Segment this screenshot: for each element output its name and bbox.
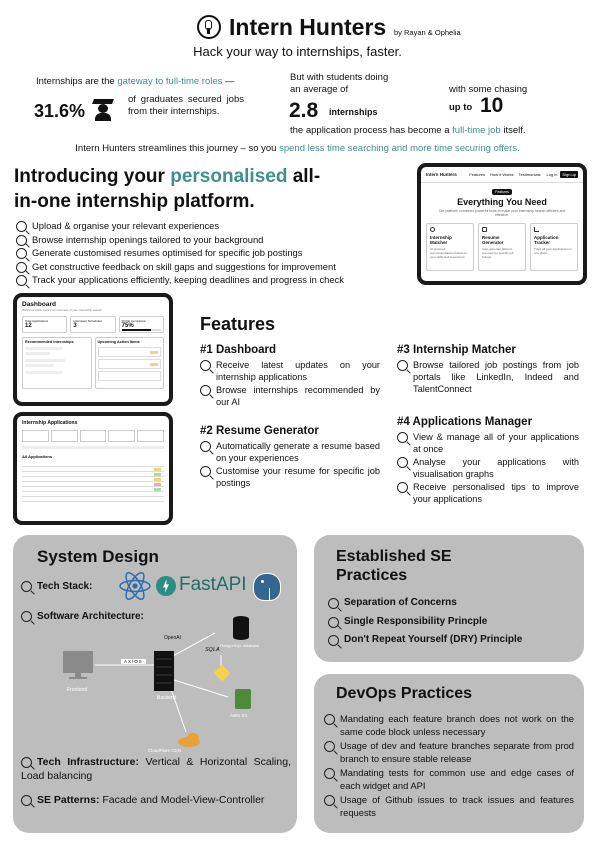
list-item: Get constructive feedback on skill gaps and suggestions for improvement [16, 261, 396, 274]
se-patterns: SE Patterns: Facade and Model-View-Controller [21, 793, 291, 807]
search-icon [200, 441, 211, 452]
search-icon [328, 598, 339, 609]
list-item: Automatically generate a resume based on your experiences [200, 440, 380, 464]
mock-nav-features: Features [469, 172, 486, 177]
upto-number: 10 [480, 94, 504, 117]
diagram-openai: OpenAI [164, 635, 181, 641]
search-icon [328, 635, 339, 646]
mock-card-title: Internship Matcher [430, 235, 452, 245]
list-item: Generate customised resumes optimised for specific job postings [16, 247, 396, 260]
search-icon [397, 482, 408, 493]
feature-resume-generator: #2 Resume Generator Automatically generate a resume based on your experiences Customise your resume for specific job postings [200, 425, 380, 488]
architecture-diagram [53, 607, 293, 757]
mock-nav-testimonials: Testimonials [518, 172, 541, 177]
grad-text: of graduates secured jobs from their internships. [128, 94, 244, 117]
avg-number: 2.8 [289, 99, 319, 122]
list-item: Browse internship openings tailored to your background [16, 234, 396, 247]
search-icon [200, 466, 211, 477]
list-item: Usage of dev and feature branches separate from prod branch to ensure stable release [324, 740, 574, 765]
search-icon [200, 360, 211, 371]
search-icon [324, 795, 335, 806]
applications-mockup: Internship Applications All Applications [13, 412, 173, 525]
search-icon [397, 432, 408, 443]
students-text: But with students doing an average of [290, 72, 389, 95]
feature-applications-manager: #4 Applications Manager View & manage all of your applications at once Analyse your applications with visualisation graphs Receive personalised tips to improve your applications [397, 416, 579, 504]
list-item: Usage of Github issues to track issues and features requests [324, 794, 574, 819]
diagram-postgres: PostgreSQL database [220, 643, 260, 648]
software-arch-label: Software Architecture: [21, 611, 144, 622]
list-item: Receive latest updates on your internship applications [200, 359, 380, 383]
list-item: Customise your resume for specific job postings [200, 465, 380, 489]
se-practices-panel [314, 535, 584, 662]
header [0, 14, 595, 64]
intro-bullets [16, 220, 396, 288]
search-icon [16, 248, 27, 259]
mock-badge: Features [492, 189, 512, 195]
postgresql-icon [253, 573, 281, 601]
feature-internship-matcher: #3 Internship Matcher Browse tailored job postings from job portals like LinkedIn, Indeed and TalentConnect [397, 344, 579, 394]
grad-percent: 31.6% [34, 101, 86, 121]
list-item: Upload & organise your relevant experiences [16, 220, 396, 233]
byline: by Rayan & Ophelia [394, 28, 461, 37]
list-item: Single Responsibility Princple [328, 616, 578, 629]
search-icon [21, 795, 32, 806]
mock-apps-title: Internship Applications [22, 420, 78, 426]
search-icon [200, 385, 211, 396]
page-title: Intern Hunters [229, 14, 387, 40]
feature-dashboard: #1 Dashboard Receive latest updates on your internship applications Browse internships recommended by our AI [200, 344, 380, 407]
list-item: Separation of Concerns [328, 597, 578, 610]
diagram-frontend: Frontend [67, 687, 88, 693]
list-item: Analyse your applications with visualisation graphs [397, 456, 579, 480]
mock-dashboard-title: Dashboard [22, 301, 56, 308]
diagram-sqla: SQLA [205, 647, 220, 653]
mock-headline: Everything You Need [457, 197, 547, 207]
se-practices-list [328, 597, 578, 648]
search-icon [16, 235, 27, 246]
system-design-panel [13, 535, 297, 833]
mock-nav-how: How it Works [490, 172, 514, 177]
devops-heading: DevOps Practices [336, 685, 473, 702]
graduate-icon [92, 96, 114, 122]
stat-gateway: Internships are the gateway to full-time roles — [36, 76, 235, 87]
landing-page-mockup: Intern Hunters Features How it Works Testimonials Log in Sign up Features Everything You Need Our platform combines powerful tools to make your internship search efficient and effective. Internship Matcher AI-powered recommendations based on your skills and experience. Resume Generator Auto-generate tailored resumes for specific job listings. Application Tracker Track all your applications in one place. [417, 163, 587, 285]
list-item: Track your applications efficiently, keeping deadlines and progress in check [16, 274, 396, 287]
search-icon [324, 714, 335, 725]
upto-label: up to [449, 102, 473, 113]
react-icon [118, 571, 152, 601]
list-item: Mandating tests for common use and edge cases of each widget and API [324, 767, 574, 792]
dashboard-mockup: Dashboard Welcome back, here's an overview of your internship search Total Applications 12 Interviews Scheduled 3 Profile Completion 75% Recommended Internships Upcoming Action Items [13, 293, 173, 406]
mock-card-title: Resume Generator [482, 235, 504, 245]
search-icon [16, 275, 27, 286]
devops-list [324, 713, 574, 820]
search-icon [21, 757, 32, 768]
diagram-cdn: CloudFlare CDN [148, 748, 182, 753]
tech-infrastructure: Tech Infrastructure: Vertical & Horizontal Scaling, Load balancing [21, 756, 291, 782]
fastapi-icon [156, 576, 176, 596]
avg-unit: internships [329, 107, 378, 117]
list-item: Receive personalised tips to improve your applications [397, 481, 579, 505]
search-icon [397, 457, 408, 468]
search-icon [21, 611, 32, 622]
intro-heading: Introducing your personalised all-in-one internship platform. [14, 166, 321, 212]
se-practices-heading: Established SE Practices [336, 548, 452, 584]
diagram-aws: AWS S3 [230, 713, 247, 718]
tech-stack-label: Tech Stack: [21, 581, 92, 592]
search-icon [324, 741, 335, 752]
mock-signup: Sign up [562, 172, 576, 177]
search-icon [16, 221, 27, 232]
logo-icon [197, 15, 221, 39]
streamline-text: Intern Hunters streamlines this journey – so you spend less time searching and more time securing offers. [75, 143, 520, 154]
list-item: Browse internships recommended by our AI [200, 384, 380, 408]
search-icon [21, 581, 32, 592]
list-item: Browse tailored job postings from job portals like LinkedIn, Indeed and TalentConnect [397, 359, 579, 395]
fastapi-label: FastAPI [179, 574, 247, 595]
mock-login: Log in [546, 172, 558, 177]
diagram-backend: Backend [157, 695, 177, 701]
list-item: View & manage all of your applications at once [397, 431, 579, 455]
search-icon [328, 617, 339, 628]
mock-card-title: Application Tracker [534, 235, 559, 245]
diagram-axios: AXIOS [121, 659, 146, 664]
system-design-heading: System Design [37, 547, 159, 566]
chasing-text: with some chasing [449, 84, 528, 95]
tagline: Hack your way to internships, faster. [193, 44, 402, 59]
search-icon [16, 262, 27, 273]
mock-sub: Our platform combines powerful tools to make your internship search efficient and effective. [438, 209, 566, 217]
list-item: Don't Repeat Yourself (DRY) Principle [328, 634, 578, 647]
devops-panel [314, 674, 584, 833]
process-text: the application process has become a full-time job itself. [290, 125, 526, 136]
mock-brand: Intern Hunters [426, 172, 457, 177]
search-icon [397, 360, 408, 371]
features-heading: Features [200, 314, 276, 334]
list-item: Mandating each feature branch does not work on the same code block unless necessary [324, 713, 574, 738]
search-icon [324, 768, 335, 779]
